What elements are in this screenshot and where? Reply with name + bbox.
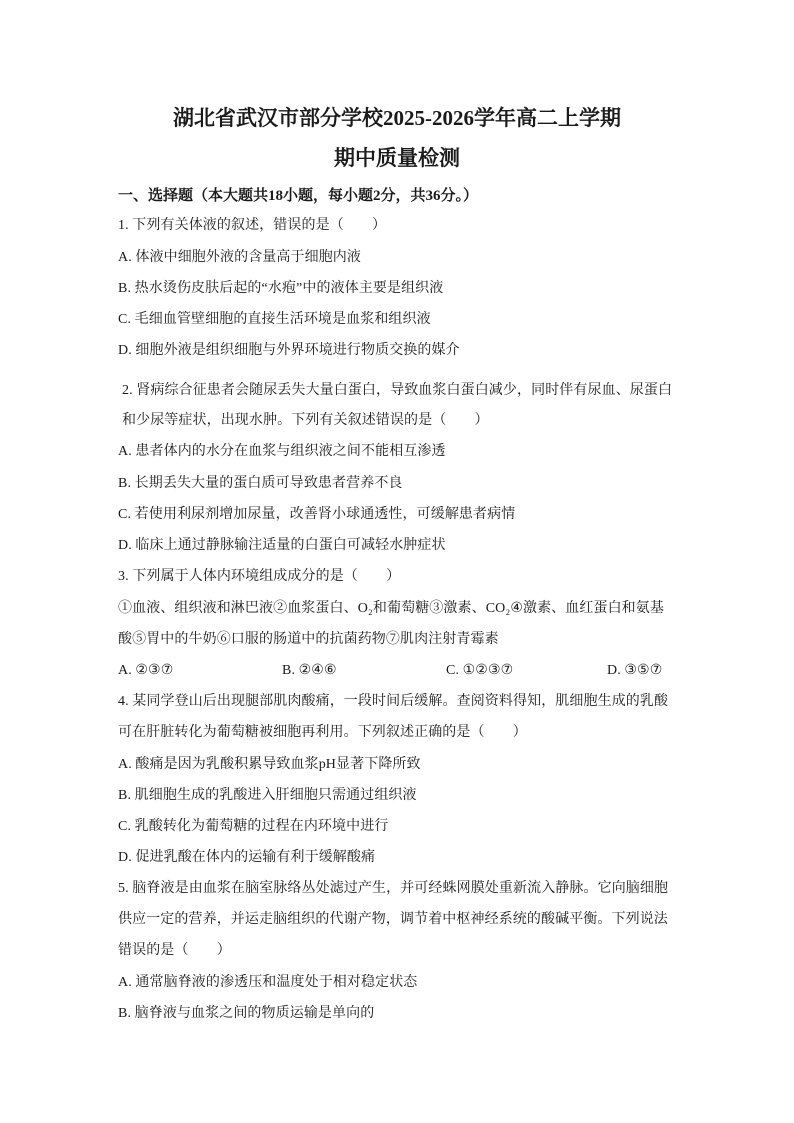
- question-4-stem-line-1: 4. 某同学登山后出现腿部肌肉酸痛，一段时间后缓解。查阅资料得知，肌细胞生成的乳酸: [118, 694, 669, 709]
- question-3-stem-line-1: 3. 下列属于人体内环境组成成分的是（ ）: [118, 569, 401, 584]
- question-2-stem-line-1: 2. 肾病综合征患者会随尿丢失大量白蛋白，导致血浆白蛋白减少，同时伴有尿血、尿蛋白: [122, 383, 673, 398]
- question-2-stem-line-2: 和少尿等症状，出现水肿。下列有关叙述错误的是（ ）: [122, 413, 489, 428]
- question-4-option-b: B. 肌细胞生成的乳酸进入肝细胞只需通过组织液: [118, 788, 417, 803]
- question-5-stem-line-1: 5. 脑脊液是由血浆在脑室脉络丛处滤过产生，并可经蛛网膜处重新流入静脉。它向脑细胞: [118, 881, 669, 896]
- question-2-option-d: D. 临床上通过静脉输注适量的白蛋白可减轻水肿症状: [118, 538, 446, 553]
- question-2-option-c: C. 若使用利尿剂增加尿量，改善肾小球通透性，可缓解患者病情: [118, 507, 516, 522]
- question-1-option-b: B. 热水烫伤皮肤后起的“水疱”中的液体主要是组织液: [118, 281, 444, 296]
- question-3-option-d: D. ③⑤⑦: [607, 663, 663, 678]
- exam-title: 湖北省武汉市部分学校2025-2026学年高二上学期: [173, 106, 621, 130]
- question-3-stem-line-3: 酸⑤胃中的牛奶⑥口服的肠道中的抗菌药物⑦肌肉注射青霉素: [118, 632, 499, 647]
- question-2-option-a: A. 患者体内的水分在血浆与组织液之间不能相互渗透: [118, 444, 446, 459]
- question-4-option-d: D. 促进乳酸在体内的运输有利于缓解酸痛: [118, 850, 376, 865]
- question-5-option-a: A. 通常脑脊液的渗透压和温度处于相对稳定状态: [118, 975, 418, 990]
- question-5-stem-line-3: 错误的是（ ）: [118, 943, 231, 958]
- question-5-option-b: B. 脑脊液与血浆之间的物质运输是单向的: [118, 1006, 375, 1021]
- question-1-stem: 1. 下列有关体液的叙述，错误的是（ ）: [118, 218, 387, 233]
- question-4-option-c: C. 乳酸转化为葡萄糖的过程在内环境中进行: [118, 819, 389, 834]
- question-3-stem-line-2: ①血液、组织液和淋巴液②血浆蛋白、O₂和葡萄糖③激素、CO₂④激素、血红蛋白和氨基: [118, 601, 664, 616]
- question-1-option-d: D. 细胞外液是组织细胞与外界环境进行物质交换的媒介: [118, 343, 460, 358]
- section-heading: 一、选择题（本大题共18小题，每小题2分，共36分。）: [118, 188, 479, 204]
- question-1-option-c: C. 毛细血管壁细胞的直接生活环境是血浆和组织液: [118, 312, 431, 327]
- question-5-stem-line-2: 供应一定的营养，并运走脑组织的代谢产物，调节着中枢神经系统的酸碱平衡。下列说法: [118, 912, 668, 927]
- question-2-option-b: B. 长期丢失大量的蛋白质可导致患者营养不良: [118, 476, 403, 491]
- question-3-option-b: B. ②④⑥: [282, 663, 337, 678]
- question-4-stem-line-2: 可在肝脏转化为葡萄糖被细胞再利用。下列叙述正确的是（ ）: [118, 725, 527, 740]
- question-4-option-a: A. 酸痛是因为乳酸积累导致血浆pH显著下降所致: [118, 757, 421, 772]
- exam-subtitle: 期中质量检测: [334, 146, 460, 170]
- question-3-option-c: C. ①②③⑦: [446, 663, 514, 678]
- question-3-option-a: A. ②③⑦: [118, 663, 174, 678]
- question-1-option-a: A. 体液中细胞外液的含量高于细胞内液: [118, 250, 362, 265]
